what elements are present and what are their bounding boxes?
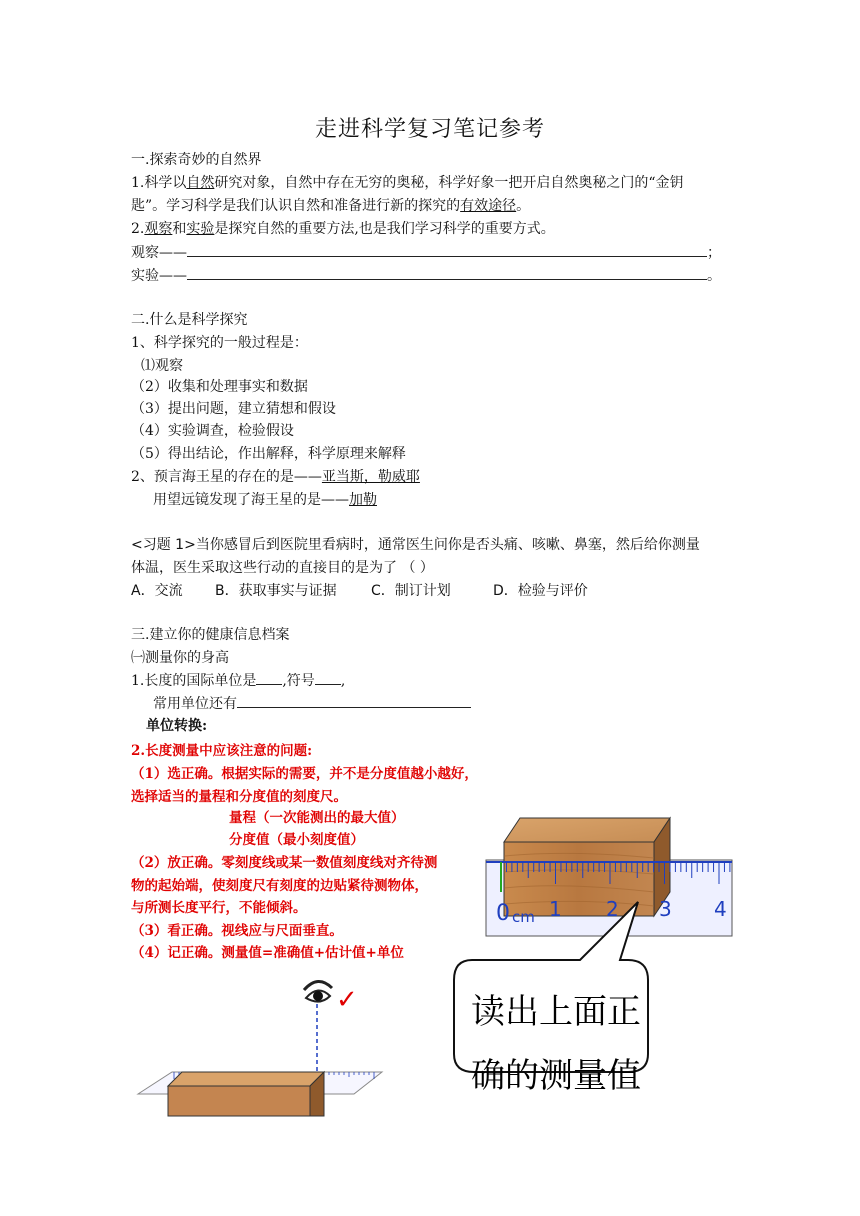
note-line: 选择适当的量程和分度值的刻度尺。 xyxy=(131,789,347,805)
ruler-label-3: 3 xyxy=(659,897,672,921)
text: 研究对象，自然中存在无穷的奥秘，科学好象一把开启自然奥秘之门的“金钥 xyxy=(214,175,684,191)
step-item: ⑴观察 xyxy=(141,358,183,374)
step-item: （2）收集和处理事实和数据 xyxy=(131,379,308,395)
text: 。 xyxy=(516,198,531,214)
text: ,符号 xyxy=(282,673,315,689)
common-units-blank xyxy=(237,693,471,708)
bottom-block-top xyxy=(168,1072,324,1086)
section1-heading: 一.探索奇妙的自然界 xyxy=(131,152,262,168)
bottom-block-front xyxy=(168,1086,310,1116)
experiment-blank xyxy=(187,265,707,280)
page-title: 走进科学复习笔记参考 xyxy=(314,117,545,142)
step-item: （5）得出结论，作出解释，科学原理来解释 xyxy=(131,446,406,462)
section1-para1-line2 xyxy=(131,196,530,216)
text: 2、预言海王星的存在的是—— xyxy=(131,469,322,485)
exercise-option-b: B．获取事实与证据 xyxy=(215,583,337,599)
text: 1.长度的国际单位是 xyxy=(131,673,257,689)
text: 匙”。学习科学是我们认识自然和准备进行新的探究的 xyxy=(131,198,461,214)
underlined-term: 观察 xyxy=(144,221,173,237)
text: 。 xyxy=(707,268,721,284)
section3-heading: 三.建立你的健康信息档案 xyxy=(131,627,290,643)
step-item: （4）实验调查，检验假设 xyxy=(131,423,294,439)
text: 和 xyxy=(172,221,187,237)
bubble-text-clip xyxy=(455,962,645,1096)
eye-ruler-illustration xyxy=(132,968,392,1116)
text: ； xyxy=(707,245,721,261)
text: 用望远镜发现了海王星的是—— xyxy=(153,492,349,508)
note-line: （2）放正确。零刻度线或某一数值刻度线对齐待测 xyxy=(131,855,438,871)
note-line: （1）选正确。根据实际的需要，并不是分度值越小越好， xyxy=(131,766,478,782)
ruler-label-4: 4 xyxy=(714,897,727,921)
note-line: 与所测长度平行，不能倾斜。 xyxy=(131,900,307,916)
exercise-option-a: A．交流 xyxy=(131,583,183,599)
text: 是探究自然的重要方法,也是我们学习科学的重要方式。 xyxy=(214,221,555,237)
underlined-term: 自然 xyxy=(186,175,215,191)
underlined-term: 实验 xyxy=(186,221,215,237)
symbol-blank xyxy=(315,670,341,685)
exercise-option-c: C．制订计划 xyxy=(371,583,451,599)
check-mark-icon: ✓ xyxy=(336,985,358,1015)
text: , xyxy=(340,673,346,689)
eye-icon xyxy=(304,981,332,1001)
section1-para1-line1 xyxy=(131,173,684,193)
section1-para2 xyxy=(131,219,555,239)
note-line: 物的起始端，使刻度尺有刻度的边贴紧待测物体， xyxy=(131,878,428,894)
unit-blank xyxy=(256,670,282,685)
ruler-label-0: 0 xyxy=(496,901,510,926)
unit-conversion-label: 单位转换: xyxy=(146,718,208,734)
text: 常用单位还有 xyxy=(153,696,237,712)
ruler-label-2: 2 xyxy=(606,897,619,921)
section2-heading: 二.什么是科学探究 xyxy=(131,312,248,328)
note-heading: 2.长度测量中应该注意的问题: xyxy=(131,743,313,759)
common-units-line xyxy=(153,693,471,714)
neptune-prediction xyxy=(131,467,420,487)
length-unit-line xyxy=(131,670,345,691)
text: 1.科学以 xyxy=(131,175,187,191)
bubble-text-line1: 读出上面正 xyxy=(471,992,641,1032)
text: 2. xyxy=(131,221,145,237)
block-top xyxy=(504,818,670,842)
note-line: 量程（一次能测出的最大值） xyxy=(229,810,405,826)
exercise-line2: 体温，医生采取这些行动的直接目的是为了 （ ） xyxy=(131,560,434,576)
bubble-text-line2: 确的测量值 xyxy=(471,1056,641,1096)
underlined-answer: 加勒 xyxy=(349,492,377,508)
note-line: 分度值（最小刻度值） xyxy=(229,832,364,848)
experiment-label: 实验—— xyxy=(131,268,187,284)
observe-label: 观察—— xyxy=(131,245,187,261)
ruler-label-1: 1 xyxy=(549,897,562,921)
step-item: （3）提出问题，建立猜想和假设 xyxy=(131,401,336,417)
underlined-answer: 亚当斯，勒威耶 xyxy=(321,469,420,485)
observe-line xyxy=(131,242,721,263)
section3-subheading: ㈠测量你的身高 xyxy=(131,650,229,666)
section2-intro: 1、科学探究的一般过程是： xyxy=(131,335,308,351)
observe-blank xyxy=(187,242,707,257)
note-line: （4）记正确。测量值=准确值+估计值+单位 xyxy=(131,945,404,961)
underlined-term: 有效途径 xyxy=(460,198,517,214)
exercise-option-d: D．检验与评价 xyxy=(493,583,588,599)
neptune-telescope xyxy=(153,490,377,510)
ruler-unit-label: cm xyxy=(512,908,535,926)
note-line: （3）看正确。视线应与尺面垂直。 xyxy=(131,923,343,939)
experiment-line xyxy=(131,265,721,286)
exercise-line1: <习题 1>当你感冒后到医院里看病时，通常医生问你是否头痛、咳嗽、鼻塞，然后给你测量 xyxy=(131,537,700,553)
